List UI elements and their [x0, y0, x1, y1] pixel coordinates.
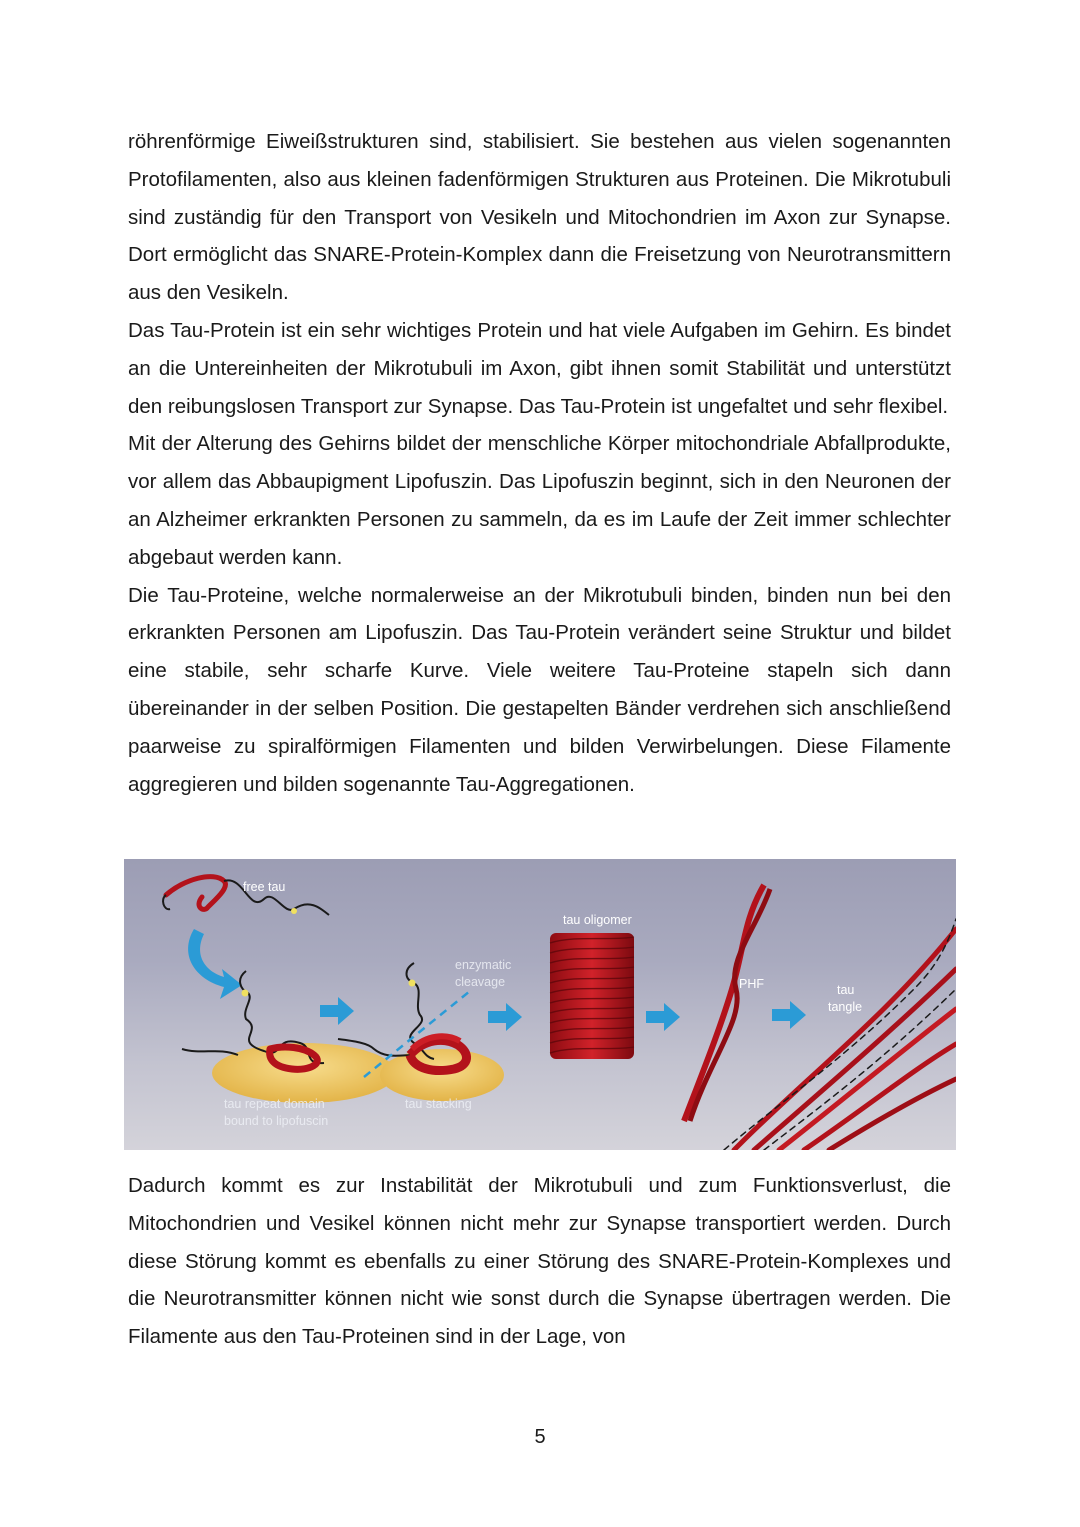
- arrow-right-icon: [772, 1001, 806, 1029]
- arrow-right-icon: [320, 997, 354, 1025]
- arrow-right-icon: [646, 1003, 680, 1031]
- arrow-right-icon: [488, 1003, 522, 1031]
- paragraph: Die Tau-Proteine, welche normalerweise an der Mikrotubuli binden, binden nun bei den erkrankten Personen am Lipofuszin. Das Tau-Protein verändert seine Struktur und bildet eine stabile, sehr scharfe Kurve. Viele weitere Tau-Proteine stapeln sich dann übereinander in der selben Position. Die gestapelten Bänder verdrehen sich anschließend paarweise zu spiralförmigen Filamenten und bilden Verwirbelungen. Diese Filamente aggregieren und bilden sogenannte Tau-Aggregationen.: [128, 583, 951, 796]
- tau-tangle: [724, 919, 956, 1150]
- label-tau-repeat-domain: tau repeat domain: [224, 1097, 325, 1111]
- label-tangle: tangle: [828, 1000, 863, 1014]
- label-tau-stacking: tau stacking: [405, 1097, 472, 1111]
- tau-aggregation-illustration: [124, 859, 956, 1150]
- paragraph: röhrenförmige Eiweißstrukturen sind, stabilisiert. Sie bestehen aus vielen sogenannten Protofilamenten, also aus kleinen fadenförmigen Strukturen aus Proteinen. Die Mikrotubuli sind zuständig für den Transport von Vesikeln und Mitochondrien im Axon zur Synapse. Dort ermöglicht das SNARE-Protein-Komplex dann die Freisetzung von Neurotransmittern aus den Vesikeln.: [128, 130, 951, 305]
- label-phf: PHF: [739, 977, 764, 991]
- label-bound-to-lipofuscin: bound to lipofuscin: [224, 1114, 329, 1128]
- body-text-bottom: [128, 1167, 951, 1356]
- label-cleavage: cleavage: [455, 975, 506, 989]
- body-text-top: [128, 123, 951, 803]
- label-enzymatic: enzymatic: [455, 958, 512, 972]
- curved-arrow-icon: [188, 929, 242, 999]
- tau-bound-to-lipofuscin: [182, 971, 396, 1103]
- paragraph: Das Tau-Protein ist ein sehr wichtiges Protein und hat viele Aufgaben im Gehirn. Es bindet an die Untereinheiten der Mikrotubuli im Axon, gibt ihnen somit Stabilität und unterstützt den reibungslosen Transport zur Synapse. Das Tau-Protein ist ungefaltet und sehr flexibel.: [128, 318, 951, 418]
- tau-aggregation-figure: [124, 859, 956, 1150]
- paragraph: Dadurch kommt es zur Instabilität der Mikrotubuli und zum Funktionsverlust, die Mitochondrien und Vesikel können nicht mehr zur Synapse transportiert werden. Durch diese Störung kommt es ebenfalls zu einer Störung des SNARE-Protein-Komplexes und die Neurotransmitter können nicht wie sonst durch die Synapse übertragen werden. Die Filamente aus den Tau-Proteinen sind in der Lage, von: [128, 1174, 951, 1349]
- label-tau: tau: [837, 983, 855, 997]
- paragraph: Mit der Alterung des Gehirns bildet der menschliche Körper mitochondriale Abfallprodukte, vor allem das Abbaupigment Lipofuszin. Das Lipofuszin beginnt, sich in den Neuronen der an Alzheimer erkrankten Personen zu sammeln, da es im Laufe der Zeit immer schlechter abgebaut werden kann.: [128, 432, 951, 569]
- tau-oligomer: [550, 933, 634, 1059]
- paired-helical-filament: [684, 885, 770, 1121]
- label-free-tau: free tau: [243, 880, 286, 894]
- page-number: 5: [534, 1426, 546, 1448]
- label-tau-oligomer: tau oligomer: [563, 913, 632, 927]
